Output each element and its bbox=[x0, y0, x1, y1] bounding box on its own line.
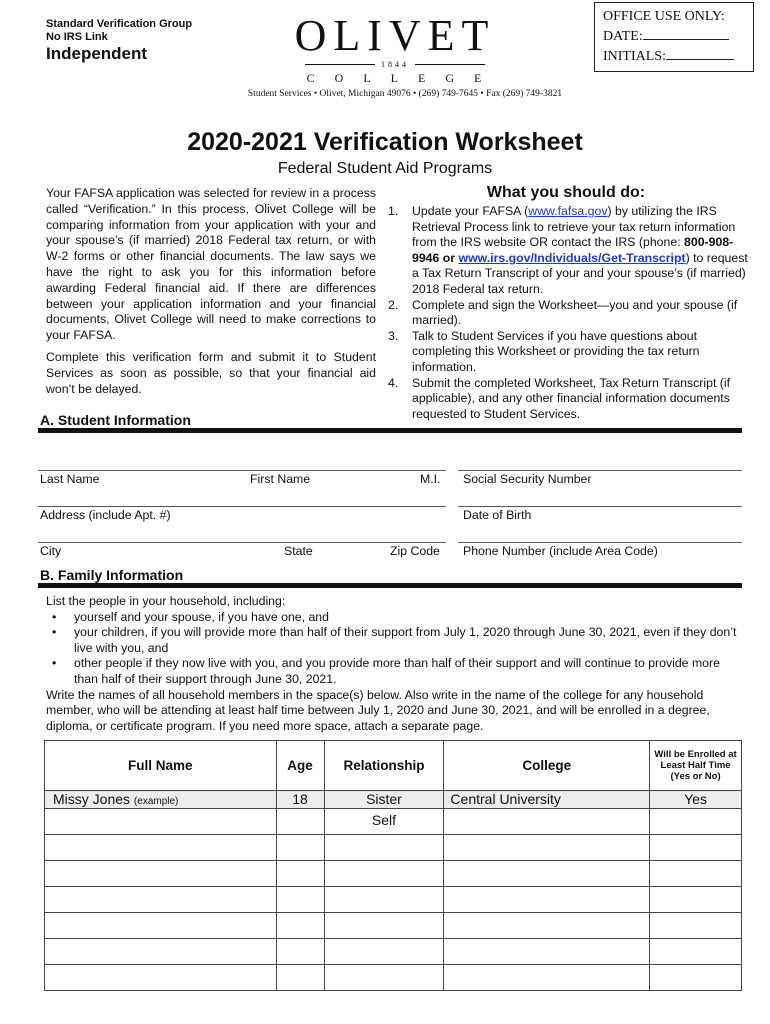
last-name-label: Last Name bbox=[40, 472, 100, 486]
page-subtitle: Federal Student Aid Programs bbox=[277, 160, 493, 177]
section-b-divider bbox=[38, 583, 742, 588]
name-cell[interactable] bbox=[45, 939, 277, 965]
phone-label: Phone Number (include Area Code) bbox=[463, 544, 658, 558]
office-use-title: OFFICE USE ONLY: bbox=[603, 9, 725, 24]
irs-transcript-link[interactable]: www.irs.gov/Individuals/Get-Transcript bbox=[458, 250, 686, 265]
name-cell[interactable] bbox=[45, 861, 277, 887]
col-full-name: Full Name bbox=[45, 741, 277, 791]
table-row bbox=[45, 809, 742, 835]
what-to-do-list bbox=[388, 204, 748, 422]
step-2-text: Complete and sign the Worksheet—you and your spouse (if married). bbox=[412, 297, 738, 328]
name-cell[interactable] bbox=[45, 965, 277, 991]
section-b-title: B. Family Information bbox=[40, 567, 184, 583]
age-cell[interactable] bbox=[276, 939, 324, 965]
logo-year: 1844 bbox=[381, 60, 409, 69]
ssn-label: Social Security Number bbox=[463, 472, 592, 486]
col-enrolled: Will be Enrolled at Least Half Time (Yes or No) bbox=[650, 741, 742, 791]
phone-field[interactable] bbox=[458, 542, 742, 543]
mi-label: M.I. bbox=[420, 472, 441, 486]
bullet-icon: • bbox=[52, 609, 57, 624]
office-initials-blank bbox=[666, 47, 734, 60]
last-name-field[interactable] bbox=[38, 470, 446, 471]
intro-text bbox=[46, 186, 376, 397]
age-cell[interactable] bbox=[276, 913, 324, 939]
enrolled-cell[interactable] bbox=[650, 809, 742, 835]
group-line1: Standard Verification Group bbox=[46, 18, 193, 30]
logo-rule-left bbox=[305, 64, 375, 65]
logo-college: COLLEGE bbox=[306, 71, 502, 85]
name-cell[interactable] bbox=[45, 809, 277, 835]
office-address: Student Services • Olivet, Michigan 49076 • (269) 749-7645 • Fax (269) 749-3821 bbox=[247, 89, 563, 99]
table-row bbox=[45, 965, 742, 991]
intro-paragraph-1: Your FAFSA application was selected for review in a process called “Verification.” In this process, Olivet College will be comparing information from your application with your and your spouse’s (if married) 2018 Federal tax return, or with W-2 forms or other financial documents. The law says we have the right to ask you for this information before awarding Federal financial aid. If there are differences between your application information and your financial documents, Olivet College will need to make corrections to your FAFSA. bbox=[46, 186, 376, 343]
age-cell[interactable] bbox=[276, 835, 324, 861]
ssn-field[interactable] bbox=[458, 470, 742, 471]
enrolled-cell[interactable] bbox=[650, 965, 742, 991]
relationship-cell[interactable] bbox=[324, 913, 444, 939]
dob-field[interactable] bbox=[458, 506, 742, 507]
zip-label: Zip Code bbox=[390, 544, 440, 558]
city-label: City bbox=[40, 544, 62, 558]
college-cell[interactable] bbox=[444, 861, 650, 887]
example-age: 18 bbox=[276, 791, 324, 809]
age-cell[interactable] bbox=[276, 965, 324, 991]
household-instructions: Write the names of all household members in the space(s) below. Also write in the name of the college for any household member, who will be attending at least half time between July 1, 2020 and June 30, 2021, and will be enrolled in a degree, diploma, or certificate program. If you need more space, attach a separate page. bbox=[46, 687, 710, 733]
example-row bbox=[45, 791, 742, 809]
college-cell[interactable] bbox=[444, 887, 650, 913]
list-item: 2. Complete and sign the Worksheet—you and your spouse (if married). bbox=[388, 298, 748, 329]
college-cell[interactable] bbox=[444, 965, 650, 991]
what-to-do-title: What you should do: bbox=[486, 184, 646, 201]
college-logo bbox=[270, 11, 520, 86]
example-name: Missy Jones (example) bbox=[45, 791, 277, 809]
enrolled-cell[interactable] bbox=[650, 913, 742, 939]
example-relationship: Sister bbox=[324, 791, 444, 809]
col-age: Age bbox=[276, 741, 324, 791]
relationship-cell[interactable] bbox=[324, 965, 444, 991]
example-enrolled: Yes bbox=[650, 791, 742, 809]
list-item: • your children, if you will provide more than half of their support from July 1, 2020 through June 30, 2021, even if they don’t live with you, and bbox=[52, 625, 737, 655]
dob-label: Date of Birth bbox=[463, 508, 532, 522]
example-college: Central University bbox=[444, 791, 650, 809]
college-cell[interactable] bbox=[444, 809, 650, 835]
section-a-divider bbox=[38, 428, 742, 433]
logo-rule-right bbox=[415, 64, 485, 65]
name-cell[interactable] bbox=[45, 835, 277, 861]
step-3-text: Talk to Student Services if you have questions about completing this Worksheet or providing the tax return information. bbox=[412, 328, 700, 374]
office-initials-row bbox=[603, 47, 745, 67]
col-college: College bbox=[444, 741, 650, 791]
col-relationship: Relationship bbox=[324, 741, 444, 791]
office-date-label: DATE: bbox=[603, 29, 643, 44]
irs-phone: 800-908-9946 bbox=[412, 235, 734, 265]
verification-group-label bbox=[46, 18, 192, 44]
bullet-icon: • bbox=[52, 625, 57, 640]
relationship-cell[interactable] bbox=[324, 835, 444, 861]
logo-year-row bbox=[270, 60, 520, 69]
office-initials-label: INITIALS: bbox=[603, 49, 666, 64]
college-cell[interactable] bbox=[444, 939, 650, 965]
family-instructions bbox=[46, 594, 746, 734]
age-cell[interactable] bbox=[276, 809, 324, 835]
relationship-cell[interactable] bbox=[324, 861, 444, 887]
college-cell[interactable] bbox=[444, 913, 650, 939]
logo-name: OLIVET bbox=[294, 11, 496, 60]
table-row bbox=[45, 913, 742, 939]
list-item: 1. Update your FAFSA (www.fafsa.gov) by utilizing the IRS Retrieval Process link to retrieve your tax return information from the IRS website OR contact the IRS (phone: 800-908-9946 or www.irs.gov/Individuals/Get-Transcript) to request a Tax Return Transcript of your and your spouse’s (if married) 2018 Federal tax return. bbox=[388, 204, 748, 296]
enrolled-cell[interactable] bbox=[650, 887, 742, 913]
household-bullets bbox=[46, 610, 746, 688]
name-cell[interactable] bbox=[45, 887, 277, 913]
page-title: 2020-2021 Verification Worksheet bbox=[187, 128, 583, 156]
table-header-row bbox=[45, 741, 742, 791]
college-cell[interactable] bbox=[444, 835, 650, 861]
list-item: 4. Submit the completed Worksheet, Tax Return Transcript (if applicable), and any other financial information documents requested to Student Services. bbox=[388, 376, 748, 423]
list-item: 3. Talk to Student Services if you have questions about completing this Worksheet or providing the tax return information. bbox=[388, 329, 748, 376]
enrolled-cell[interactable] bbox=[650, 835, 742, 861]
office-date-blank bbox=[643, 27, 729, 40]
table-row bbox=[45, 939, 742, 965]
group-type: Independent bbox=[46, 44, 148, 63]
office-use-box bbox=[594, 2, 754, 72]
relationship-cell[interactable] bbox=[324, 939, 444, 965]
bullet-icon: • bbox=[52, 656, 57, 671]
fafsa-link[interactable]: www.fafsa.gov bbox=[528, 204, 608, 218]
age-cell[interactable] bbox=[276, 887, 324, 913]
name-cell[interactable] bbox=[45, 913, 277, 939]
city-field[interactable] bbox=[38, 542, 446, 543]
household-table bbox=[44, 740, 742, 991]
enrolled-cell[interactable] bbox=[650, 939, 742, 965]
age-cell[interactable] bbox=[276, 861, 324, 887]
office-date-row bbox=[603, 27, 745, 47]
address-label: Address (include Apt. #) bbox=[40, 508, 171, 522]
relationship-cell[interactable] bbox=[324, 887, 444, 913]
table-row bbox=[45, 861, 742, 887]
list-item: • yourself and your spouse, if you have one, and bbox=[52, 609, 329, 624]
step-1-text: Update your FAFSA (www.fafsa.gov) by utilizing the IRS Retrieval Process link to retrieve your tax return information from the IRS website OR contact the IRS (phone: 800-908-9946 or www.irs.gov/Individuals/Get-Transcript) to request a Tax Return Transcript of your and your spouse’s (if married) 2018 Federal tax return. bbox=[412, 204, 748, 296]
list-item: • other people if they now live with you, and you provide more than half of their support and will continue to provide more than half of their support through June 30, 2021. bbox=[52, 656, 720, 686]
intro-paragraph-2: Complete this verification form and submit it to Student Services as soon as possible, so that your financial aid won’t be delayed. bbox=[46, 349, 376, 396]
first-name-label: First Name bbox=[250, 472, 311, 486]
household-intro: List the people in your household, including: bbox=[46, 594, 286, 608]
enrolled-cell[interactable] bbox=[650, 861, 742, 887]
table-row bbox=[45, 887, 742, 913]
relationship-cell: Self bbox=[324, 809, 444, 835]
state-label: State bbox=[284, 544, 313, 558]
section-a-title: A. Student Information bbox=[40, 412, 191, 428]
step-4-text: Submit the completed Worksheet, Tax Return Transcript (if applicable), and any other financial information documents requested to Student Services. bbox=[412, 375, 731, 421]
table-row bbox=[45, 835, 742, 861]
group-line2: No IRS Link bbox=[46, 31, 108, 43]
address-field[interactable] bbox=[38, 506, 446, 507]
